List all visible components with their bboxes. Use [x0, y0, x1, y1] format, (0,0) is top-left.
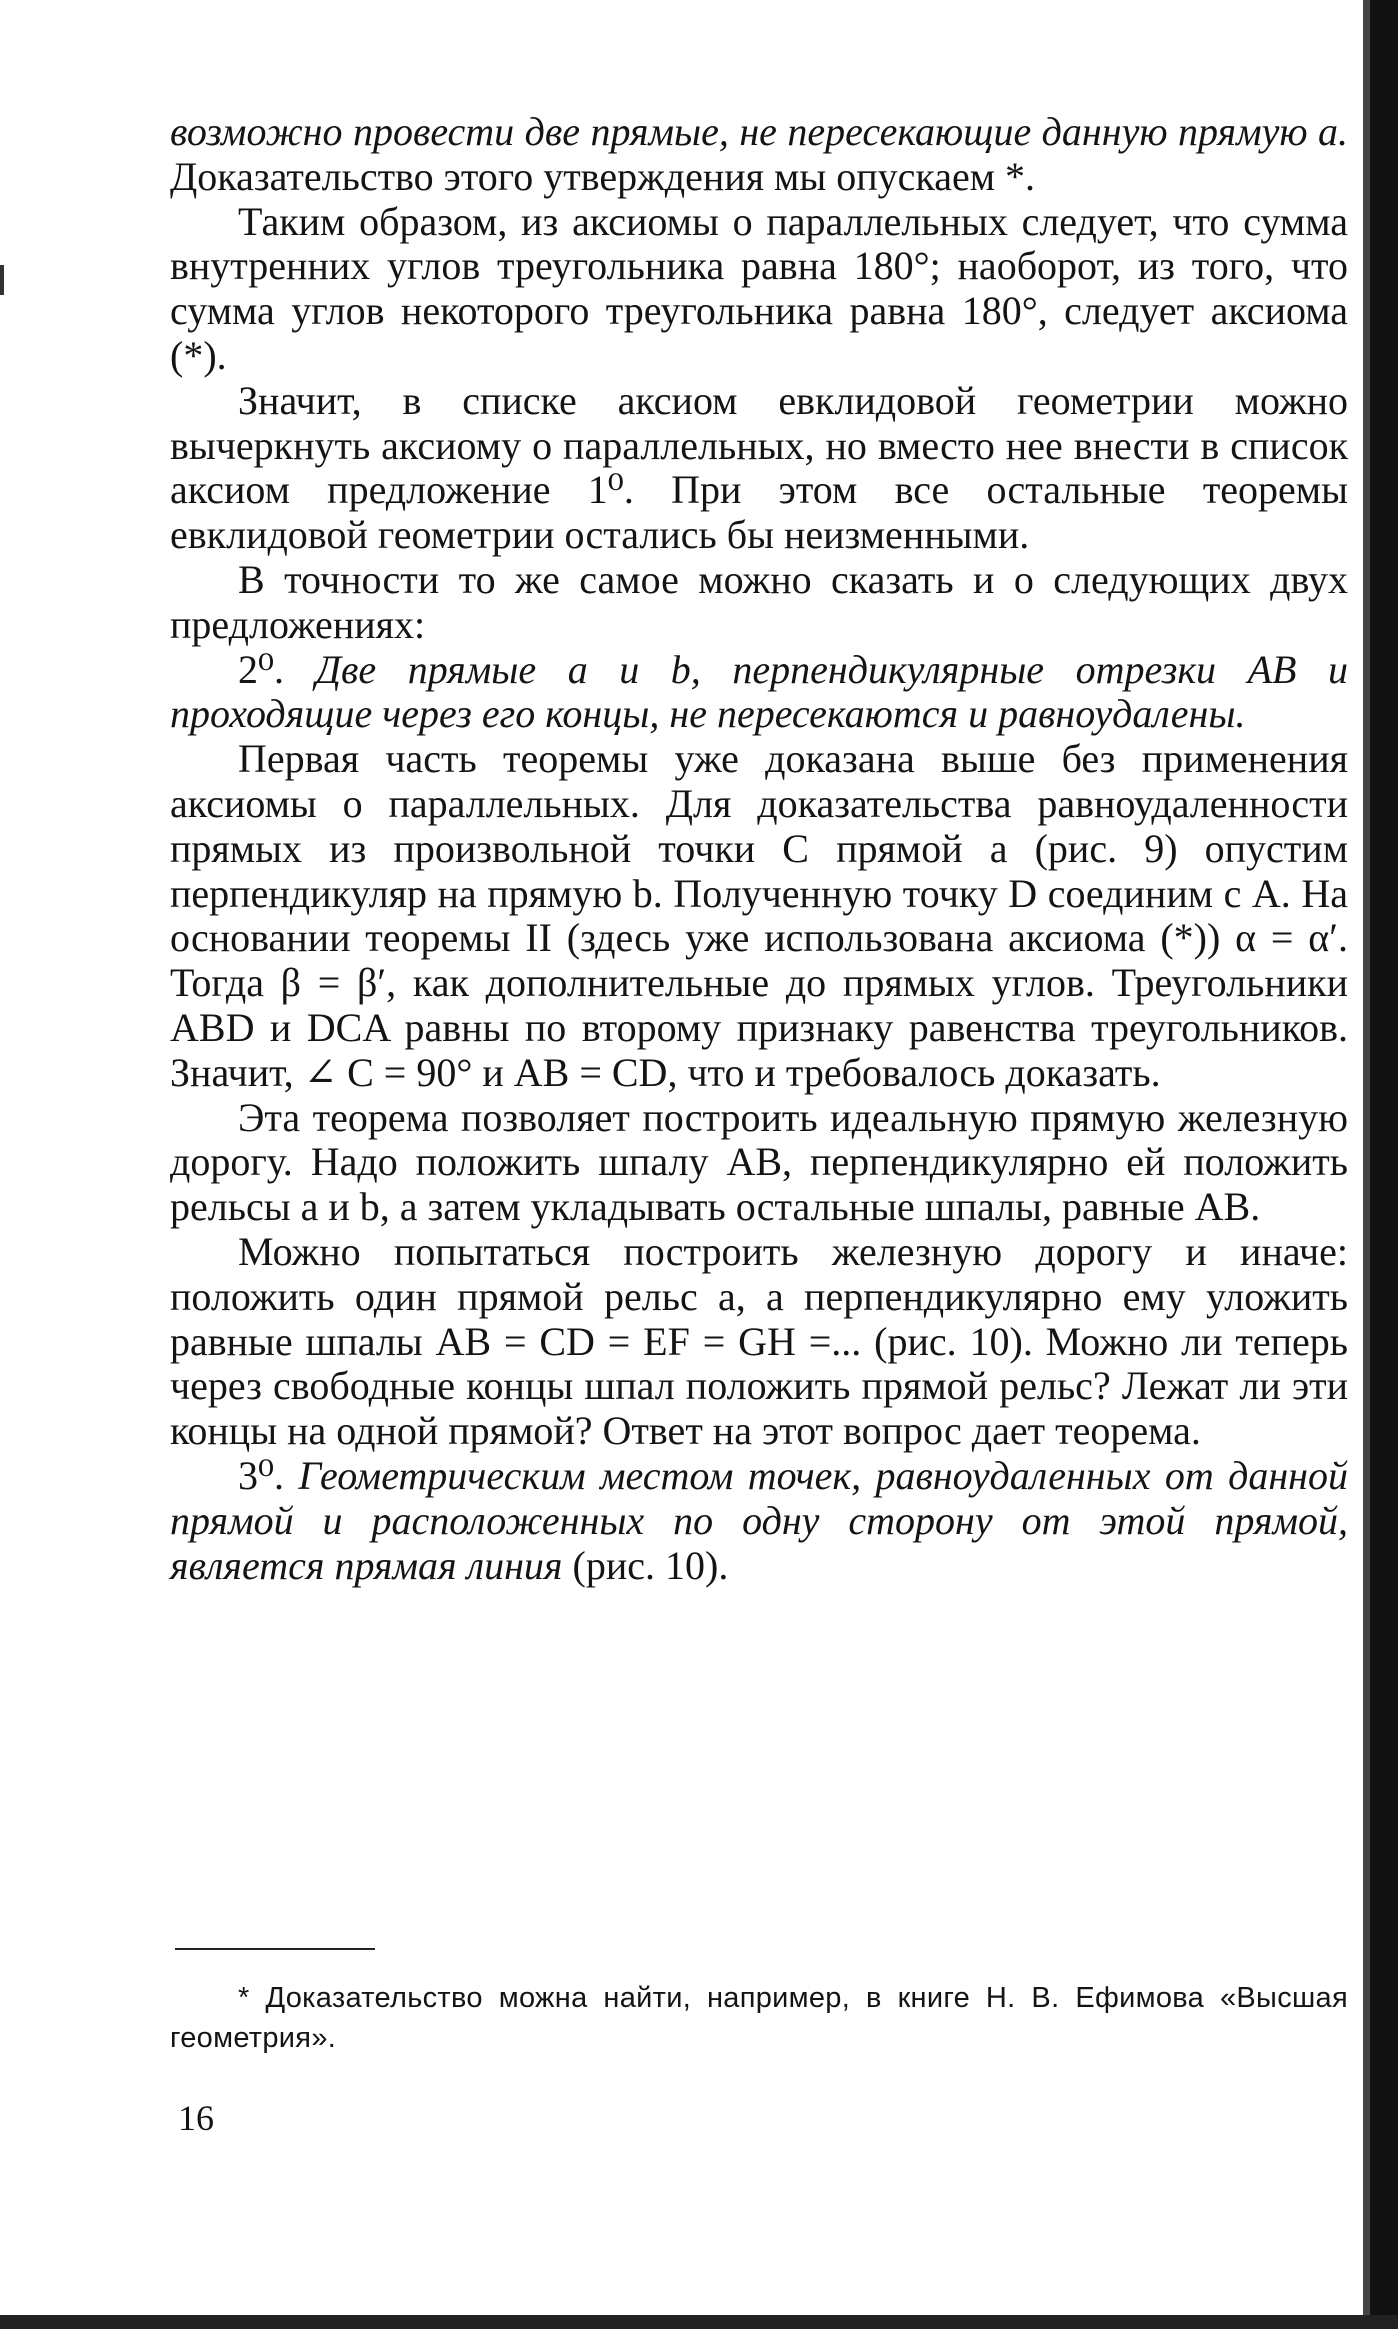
main-text [170, 110, 1348, 1588]
theorem-2 [170, 648, 1348, 738]
theorem-3-ref: (рис. 10). [562, 1542, 729, 1588]
paragraph-2: Значит, в списке аксиом евклидовой геометрии можно вычеркнуть аксиому о параллельных, но вместо нее внести в список аксиом предложение 1⁰. При этом все остальные теоремы евклидовой геометрии остались бы неизменными. [170, 377, 1348, 558]
theorem-3-statement: Геометрическим местом точек, равноудаленных от данной прямой и расположенных по одну сторону от этой прямой, является прямая линия [170, 1452, 1348, 1588]
scan-edge-shadow [1363, 0, 1370, 2329]
paragraph-railway: Эта теорема позволяет построить идеальную прямую железную дорогу. Надо положить шпалу AB, перпендикулярно ей положить рельсы a и b, а затем укладывать остальные шпалы, равные AB. [170, 1094, 1348, 1230]
paragraph-1: Таким образом, из аксиомы о параллельных следует, что сумма внутренних углов треугольника равна 180°; наоборот, из того, что сумма углов некоторого треугольника равна 180°, следует аксиома (*). [170, 198, 1348, 378]
page-number: 16 [178, 2098, 214, 2138]
scan-edge-right [1370, 0, 1398, 2329]
paragraph-0-rest: Доказательство этого утверждения мы опускаем *. [170, 153, 1036, 199]
paragraph-0-italic: возможно провести две прямые, не пересекающие данную прямую а. [170, 109, 1348, 154]
scan-edge-bottom [0, 2315, 1398, 2329]
paragraph-proof: Первая часть теоремы уже доказана выше без применения аксиомы о параллельных. Для доказательства равноудаленности прямых из произвольной точки C прямой a (рис. 9) опустим перпендикуляр на прямую b. Полученную точку D соединим с A. На основании теоремы II (здесь уже использована аксиома (*)) α = α′. Тогда β = β′, как дополнительные до прямых углов. Треугольники ABD и DCA равны по второму признаку равенства треугольников. Значит, ∠ C = 90° и AB = CD, что и требовалось доказать. [170, 736, 1348, 1095]
paragraph-3: В точности то же самое можно сказать и о следующих двух предложениях: [170, 556, 1348, 647]
paragraph-railway-2: Можно попытаться построить железную дорогу и иначе: положить один прямой рельс a, а перпендикулярно ему уложить равные шпалы AB = CD = EF = GH =... (рис. 10). Можно ли теперь через свободные концы шпал положить прямой рельс? Лежат ли эти концы на одной прямой? Ответ на этот вопрос дает теорема. [170, 1228, 1348, 1454]
paragraph-0 [170, 110, 1348, 200]
theorem-2-statement: Две прямые а и b, перпендикулярные отрезки AB и проходящие через его концы, не пересекаются и равноудалены. [170, 646, 1348, 737]
theorem-3 [170, 1454, 1348, 1588]
footnote: * Доказательство можна найти, например, в книге Н. В. Ефимова «Высшая геометрия». [170, 1982, 1348, 2054]
theorem-3-number: 3⁰. [238, 1452, 285, 1498]
scan-edge-mark [0, 265, 4, 295]
footnote-divider [175, 1948, 375, 1950]
theorem-2-number: 2⁰. [238, 646, 285, 692]
